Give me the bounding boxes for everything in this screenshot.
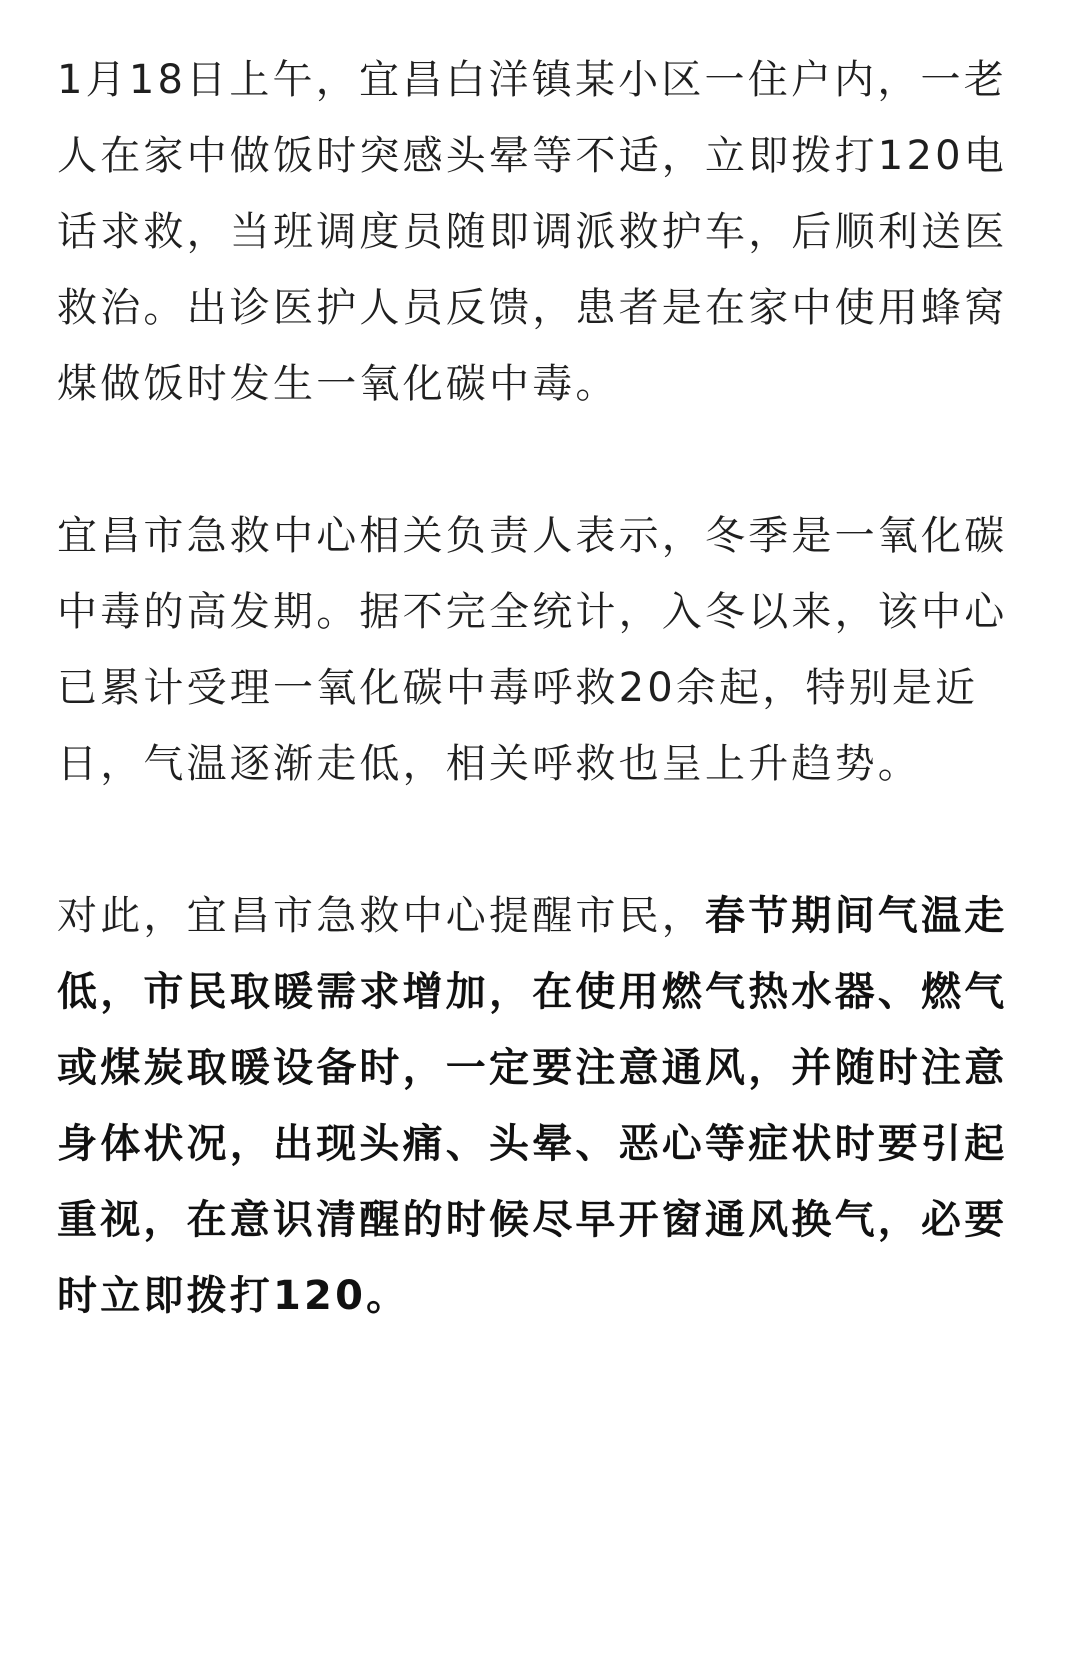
paragraph-safety-reminder — [57, 878, 1023, 1334]
paragraph-incident-report: 1月18日上午，宜昌白洋镇某小区一住户内，一老人在家中做饭时突感头晕等不适，立即拨打120电话求救，当班调度员随即调派救护车，后顺利送医救治。出诊医护人员反馈，患者是在家中使用蜂窝煤做饭时发生一氧化碳中毒。 — [57, 57, 1008, 407]
reminder-bold-text: 春节期间气温走低，市民取暖需求增加，在使用燃气热水器、燃气或煤炭取暖设备时，一定要注意通风，并随时注意身体状况，出现头痛、头晕、恶心等症状时要引起重视，在意识清醒的时候尽早开窗通风换气，必要时立即拨打120。 — [57, 893, 1008, 1319]
reminder-lead-text: 对此，宜昌市急救中心提醒市民， — [57, 893, 705, 939]
paragraph-emergency-center-statement: 宜昌市急救中心相关负责人表示，冬季是一氧化碳中毒的高发期。据不完全统计，入冬以来，该中心已累计受理一氧化碳中毒呼救20余起，特别是近日，气温逐渐走低，相关呼救也呈上升趋势。 — [57, 513, 1008, 787]
